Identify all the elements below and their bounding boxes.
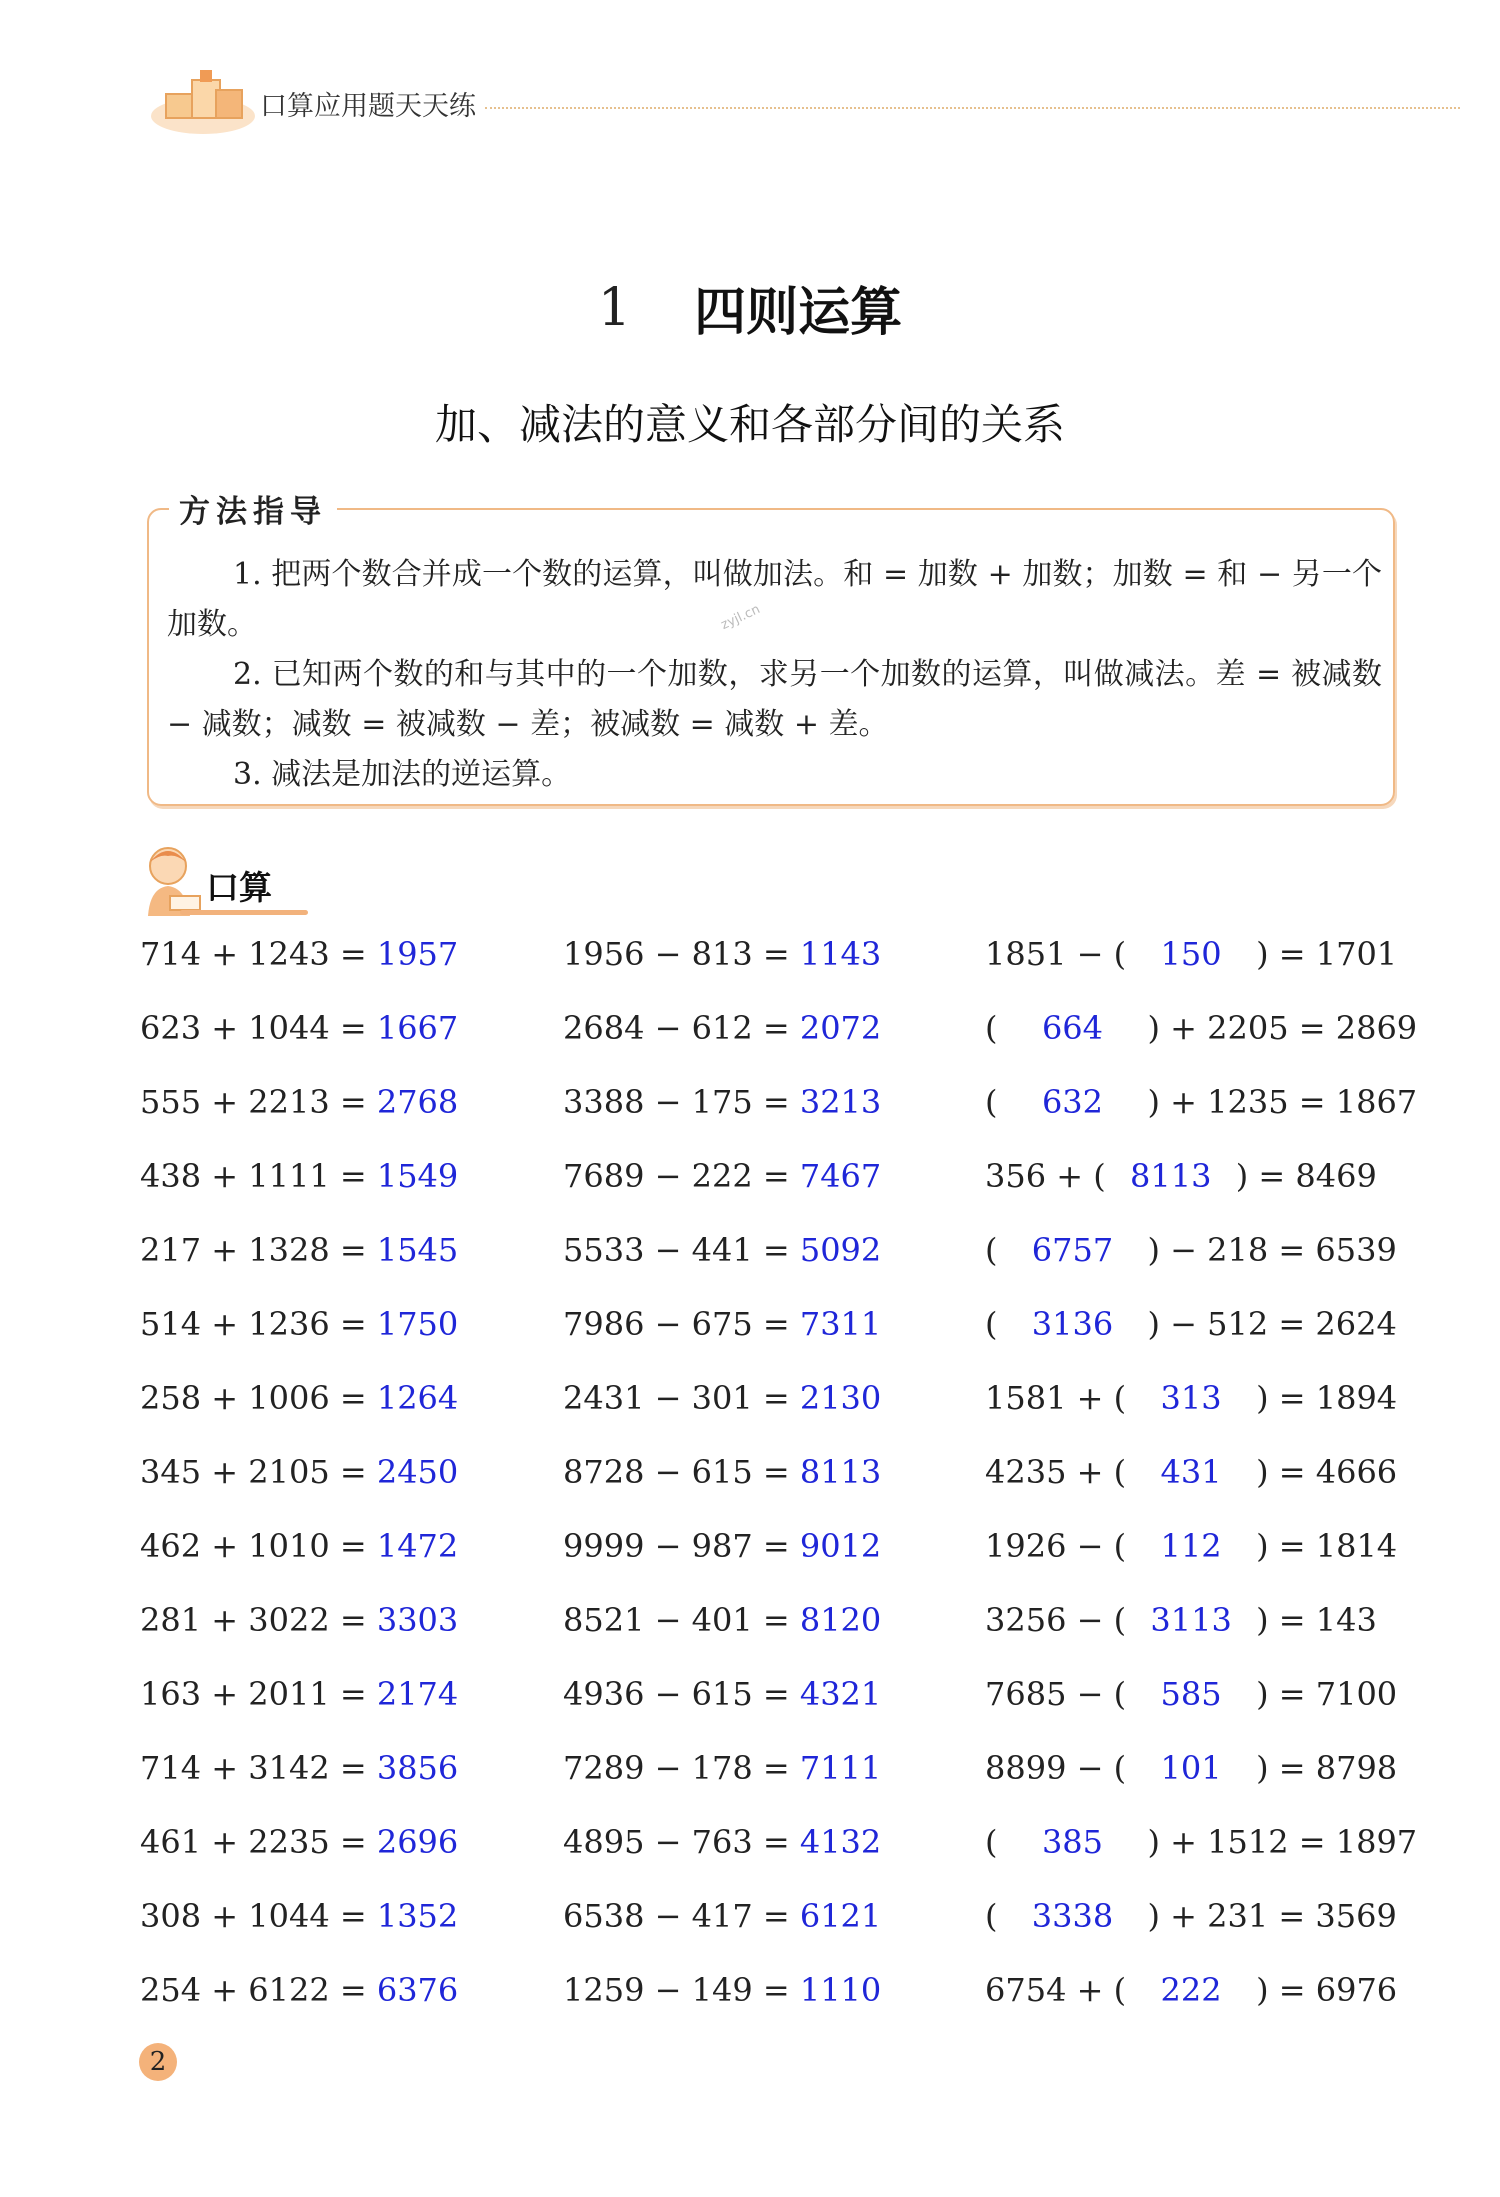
answer-blank: 3136 bbox=[1031, 1305, 1114, 1343]
problem-answer: 3303 bbox=[376, 1601, 459, 1639]
problem-question: 438 + 1111 = bbox=[140, 1157, 367, 1195]
problem-row bbox=[140, 1971, 458, 2021]
problem-prefix: 1581 + ( bbox=[985, 1379, 1127, 1417]
problem-row bbox=[140, 1823, 458, 1873]
problem-answer: 2768 bbox=[376, 1083, 459, 1121]
problem-row bbox=[985, 1897, 1397, 1947]
watermark: zyjl.cn bbox=[718, 601, 763, 634]
answer-blank: 632 bbox=[1041, 1083, 1104, 1121]
problem-question: 1259 − 149 = bbox=[563, 1971, 790, 2009]
answer-blank: 222 bbox=[1160, 1971, 1222, 2009]
problem-row bbox=[563, 1823, 881, 1873]
method-item-1: 1. 把两个数合并成一个数的运算，叫做加法。和 = 加数 + 加数；加数 = 和 − 另一个加数。 bbox=[167, 557, 1382, 642]
problem-row bbox=[563, 1453, 881, 1503]
problem-question: 258 + 1006 = bbox=[140, 1379, 367, 1417]
problem-row bbox=[985, 1527, 1397, 1577]
problem-suffix: ) = 4666 bbox=[1256, 1453, 1398, 1491]
problem-question: 462 + 1010 = bbox=[140, 1527, 367, 1565]
problem-question: 254 + 6122 = bbox=[140, 1971, 367, 2009]
problem-prefix: ( bbox=[985, 1897, 998, 1935]
problem-row bbox=[140, 1527, 458, 1577]
problem-question: 281 + 3022 = bbox=[140, 1601, 367, 1639]
section-title: 加、减法的意义和各部分间的关系 bbox=[434, 400, 1065, 449]
answer-blank: 385 bbox=[1041, 1823, 1104, 1861]
problem-question: 4936 − 615 = bbox=[563, 1675, 790, 1713]
oral-section-header bbox=[140, 840, 300, 920]
problem-prefix: ( bbox=[985, 1083, 998, 1121]
problem-suffix: ) = 8798 bbox=[1256, 1749, 1398, 1787]
problem-row bbox=[140, 1083, 458, 1133]
method-guide-box bbox=[147, 494, 1395, 806]
problem-question: 1956 − 813 = bbox=[563, 935, 790, 973]
problem-row bbox=[563, 1675, 881, 1725]
problem-prefix: 6754 + ( bbox=[985, 1971, 1127, 2009]
problem-question: 163 + 2011 = bbox=[140, 1675, 367, 1713]
answer-blank: 101 bbox=[1160, 1749, 1222, 1787]
problem-row bbox=[985, 1749, 1397, 1799]
problem-question: 3388 − 175 = bbox=[563, 1083, 790, 1121]
book-title: 口算应用题天天练 bbox=[260, 91, 476, 122]
header-divider bbox=[485, 107, 1460, 109]
problem-answer: 3213 bbox=[799, 1083, 882, 1121]
problem-answer: 6376 bbox=[376, 1971, 459, 2009]
problem-prefix: 7685 − ( bbox=[985, 1675, 1127, 1713]
problem-row bbox=[563, 1527, 881, 1577]
method-guide-text bbox=[167, 550, 1382, 800]
problem-answer: 1264 bbox=[376, 1379, 459, 1417]
problem-question: 217 + 1328 = bbox=[140, 1231, 367, 1269]
problem-question: 461 + 2235 = bbox=[140, 1823, 367, 1861]
problem-row bbox=[563, 1157, 881, 1207]
problem-question: 7986 − 675 = bbox=[563, 1305, 790, 1343]
problem-row bbox=[985, 1305, 1397, 1355]
problem-suffix: ) − 512 = 2624 bbox=[1147, 1305, 1397, 1343]
problem-row bbox=[563, 1897, 881, 1947]
problem-question: 345 + 2105 = bbox=[140, 1453, 367, 1491]
method-item-2: 2. 已知两个数的和与其中的一个加数，求另一个加数的运算，叫做减法。差 = 被减数 − 减数；减数 = 被减数 − 差；被减数 = 减数 + 差。 bbox=[167, 657, 1382, 742]
problem-suffix: ) = 143 bbox=[1256, 1601, 1377, 1639]
answer-blank: 8113 bbox=[1130, 1157, 1212, 1195]
chapter-title: 四则运算 bbox=[694, 283, 903, 343]
problem-suffix: ) = 7100 bbox=[1256, 1675, 1398, 1713]
problem-row bbox=[140, 1897, 458, 1947]
problem-answer: 3856 bbox=[376, 1749, 459, 1787]
problem-row bbox=[985, 1823, 1417, 1873]
problem-answer: 1472 bbox=[376, 1527, 459, 1565]
problem-row bbox=[563, 1749, 881, 1799]
problem-prefix: 356 + ( bbox=[985, 1157, 1106, 1195]
problem-suffix: ) = 1894 bbox=[1256, 1379, 1398, 1417]
problem-suffix: ) = 6976 bbox=[1256, 1971, 1398, 2009]
problem-answer: 1549 bbox=[376, 1157, 459, 1195]
problem-answer: 2696 bbox=[376, 1823, 459, 1861]
problem-answer: 6121 bbox=[799, 1897, 882, 1935]
problem-prefix: 4235 + ( bbox=[985, 1453, 1127, 1491]
running-header bbox=[140, 62, 1460, 132]
problem-answer: 1352 bbox=[376, 1897, 459, 1935]
student-icon bbox=[140, 840, 210, 920]
problem-suffix: ) + 1512 = 1897 bbox=[1147, 1823, 1418, 1861]
problem-answer: 2130 bbox=[799, 1379, 882, 1417]
problem-row bbox=[563, 1231, 881, 1281]
problem-suffix: ) = 1814 bbox=[1256, 1527, 1398, 1565]
oral-title-underline bbox=[180, 910, 308, 915]
problem-answer: 1750 bbox=[376, 1305, 459, 1343]
problem-question: 4895 − 763 = bbox=[563, 1823, 790, 1861]
problem-answer: 8120 bbox=[799, 1601, 882, 1639]
problem-question: 6538 − 417 = bbox=[563, 1897, 790, 1935]
problem-question: 2684 − 612 = bbox=[563, 1009, 790, 1047]
problem-row bbox=[985, 1379, 1397, 1429]
oral-section-title: 口算 bbox=[206, 868, 272, 907]
problem-suffix: ) = 8469 bbox=[1235, 1157, 1377, 1195]
problem-row bbox=[140, 1601, 458, 1651]
problem-question: 623 + 1044 = bbox=[140, 1009, 367, 1047]
problem-suffix: ) + 231 = 3569 bbox=[1147, 1897, 1397, 1935]
problem-suffix: ) − 218 = 6539 bbox=[1147, 1231, 1397, 1269]
problem-question: 7289 − 178 = bbox=[563, 1749, 790, 1787]
problem-row bbox=[985, 1601, 1377, 1651]
problem-prefix: 1851 − ( bbox=[985, 935, 1127, 973]
answer-blank: 3113 bbox=[1150, 1601, 1232, 1639]
problem-row bbox=[985, 1231, 1397, 1281]
problem-question: 555 + 2213 = bbox=[140, 1083, 367, 1121]
problem-row bbox=[985, 1083, 1417, 1133]
problem-row bbox=[985, 1009, 1417, 1059]
answer-blank: 664 bbox=[1041, 1009, 1104, 1047]
problem-question: 514 + 1236 = bbox=[140, 1305, 367, 1343]
building-blocks-icon bbox=[148, 66, 258, 136]
problem-row bbox=[140, 1009, 458, 1059]
problem-answer: 7467 bbox=[799, 1157, 882, 1195]
problem-answer: 7111 bbox=[799, 1749, 882, 1787]
problem-answer: 4321 bbox=[799, 1675, 882, 1713]
problem-row bbox=[563, 1083, 881, 1133]
answer-blank: 6757 bbox=[1031, 1231, 1114, 1269]
problem-row bbox=[140, 1231, 458, 1281]
problem-row bbox=[563, 1379, 881, 1429]
chapter-number: 1 bbox=[597, 277, 631, 338]
method-item-3: 3. 减法是加法的逆运算。 bbox=[233, 757, 572, 792]
page-number: 2 bbox=[139, 2043, 177, 2081]
answer-blank: 585 bbox=[1160, 1675, 1222, 1713]
problem-question: 9999 − 987 = bbox=[563, 1527, 790, 1565]
problem-row bbox=[140, 1749, 458, 1799]
problem-row bbox=[985, 1453, 1397, 1503]
problem-row bbox=[140, 1379, 458, 1429]
problem-suffix: ) + 1235 = 1867 bbox=[1147, 1083, 1418, 1121]
problem-prefix: 8899 − ( bbox=[985, 1749, 1127, 1787]
problem-answer: 1667 bbox=[376, 1009, 459, 1047]
problem-row bbox=[563, 1601, 881, 1651]
problem-answer: 1957 bbox=[376, 935, 459, 973]
problem-question: 8728 − 615 = bbox=[563, 1453, 790, 1491]
problem-answer: 2174 bbox=[376, 1675, 459, 1713]
problem-row bbox=[563, 1971, 881, 2021]
problem-question: 2431 − 301 = bbox=[563, 1379, 790, 1417]
problem-prefix: ( bbox=[985, 1305, 998, 1343]
problem-answer: 1545 bbox=[376, 1231, 459, 1269]
method-guide-label: 方法指导 bbox=[169, 486, 337, 531]
problem-answer: 9012 bbox=[799, 1527, 882, 1565]
problem-answer: 8113 bbox=[799, 1453, 882, 1491]
problem-answer: 2450 bbox=[376, 1453, 459, 1491]
problem-row bbox=[985, 1157, 1377, 1207]
problem-answer: 7311 bbox=[799, 1305, 882, 1343]
problem-prefix: 1926 − ( bbox=[985, 1527, 1127, 1565]
problem-answer: 4132 bbox=[799, 1823, 882, 1861]
problem-row bbox=[563, 935, 881, 985]
problem-row bbox=[140, 1453, 458, 1503]
answer-blank: 431 bbox=[1160, 1453, 1222, 1491]
problem-row bbox=[140, 1157, 458, 1207]
problem-question: 714 + 3142 = bbox=[140, 1749, 367, 1787]
problem-row bbox=[563, 1305, 881, 1355]
problem-row bbox=[563, 1009, 881, 1059]
problem-prefix: ( bbox=[985, 1009, 998, 1047]
problem-answer: 2072 bbox=[799, 1009, 882, 1047]
problem-row bbox=[985, 1971, 1397, 2021]
problem-suffix: ) = 1701 bbox=[1256, 935, 1398, 973]
problem-answer: 1110 bbox=[799, 1971, 882, 2009]
problem-row bbox=[140, 935, 458, 985]
chapter-heading bbox=[0, 270, 1500, 345]
problem-row bbox=[985, 935, 1397, 985]
problem-question: 7689 − 222 = bbox=[563, 1157, 790, 1195]
problem-row bbox=[985, 1675, 1397, 1725]
answer-blank: 150 bbox=[1160, 935, 1222, 973]
problem-question: 8521 − 401 = bbox=[563, 1601, 790, 1639]
problem-prefix: ( bbox=[985, 1231, 998, 1269]
problem-prefix: 3256 − ( bbox=[985, 1601, 1127, 1639]
answer-blank: 112 bbox=[1160, 1527, 1222, 1565]
problem-question: 5533 − 441 = bbox=[563, 1231, 790, 1269]
answer-blank: 3338 bbox=[1031, 1897, 1114, 1935]
problem-row bbox=[140, 1675, 458, 1725]
problem-suffix: ) + 2205 = 2869 bbox=[1147, 1009, 1418, 1047]
problem-question: 714 + 1243 = bbox=[140, 935, 367, 973]
problem-answer: 1143 bbox=[799, 935, 882, 973]
problem-answer: 5092 bbox=[799, 1231, 882, 1269]
problem-prefix: ( bbox=[985, 1823, 998, 1861]
problem-question: 308 + 1044 = bbox=[140, 1897, 367, 1935]
answer-blank: 313 bbox=[1160, 1379, 1222, 1417]
problem-row bbox=[140, 1305, 458, 1355]
